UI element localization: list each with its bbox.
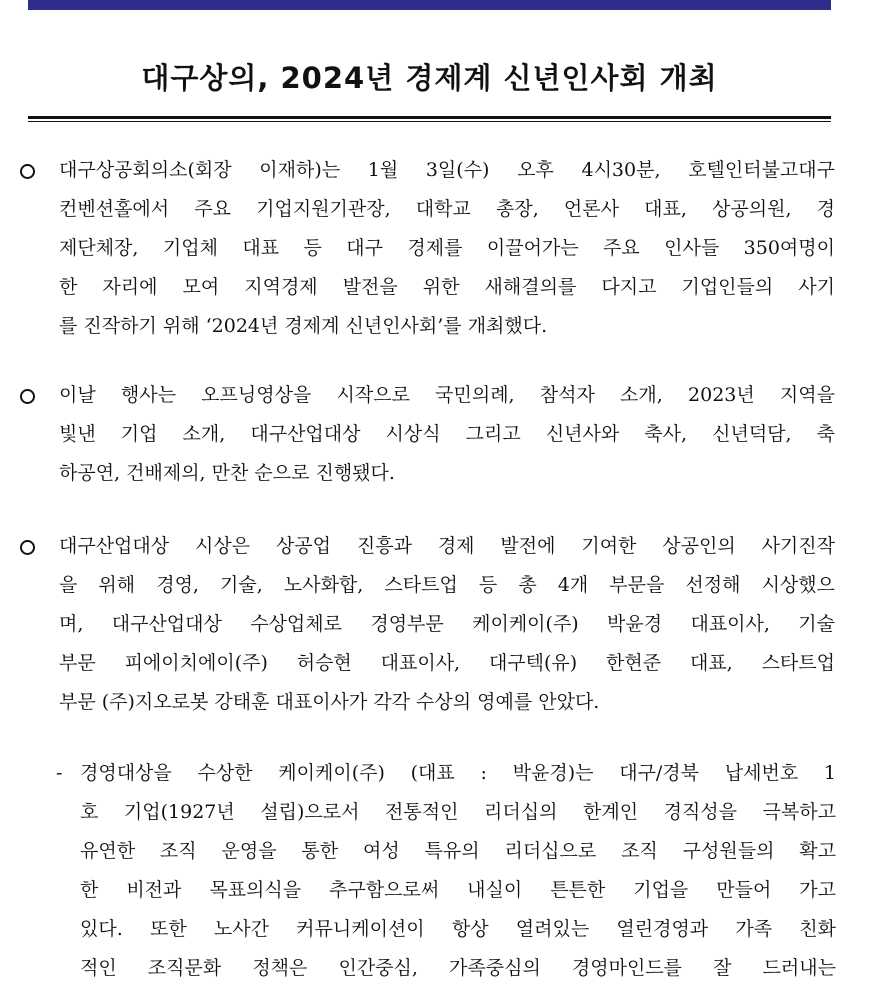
paragraph-line: 호 기업(1927년 설립)으로서 전통적인 리더십의 한계인 경직성을 극복하고 <box>80 801 836 823</box>
header-bar <box>28 0 831 10</box>
paragraph-line: 을 위해 경영, 기술, 노사화합, 스타트업 등 총 4개 부문을 선정해 시상했으 <box>59 574 835 596</box>
paragraph-line: 있다. 또한 노사간 커뮤니케이션이 항상 열려있는 열린경영과 가족 친화 <box>80 918 836 940</box>
paragraph-line: 적인 조직문화 정책은 인간중심, 가족중심의 경영마인드를 잘 드러내는 <box>80 957 836 979</box>
paragraph-line: 며, 대구산업대상 수상업체로 경영부문 케이케이(주) 박윤경 대표이사, 기술 <box>59 613 835 635</box>
paragraph-3 <box>20 533 835 728</box>
paragraph-line: 하공연, 건배제의, 만찬 순으로 진행됐다. <box>59 462 395 484</box>
paragraph-line: 이날 행사는 오프닝영상을 시작으로 국민의례, 참석자 소개, 2023년 지역을 <box>59 384 835 406</box>
paragraph-line: 경영대상을 수상한 케이케이(주) (대표 : 박윤경)는 대구/경북 납세번호 1 <box>80 762 836 784</box>
dash-bullet: - <box>56 762 63 784</box>
paragraph-line: 부문 피에이치에이(주) 허승현 대표이사, 대구텍(유) 한현준 대표, 스타트업 <box>59 652 835 674</box>
paragraph-line: 한 자리에 모여 지역경제 발전을 위한 새해결의를 다지고 기업인들의 사기 <box>59 276 835 298</box>
circle-bullet-icon <box>20 164 35 179</box>
paragraph-1 <box>20 157 835 352</box>
paragraph-line: 를 진작하기 위해 ‘2024년 경제계 신년인사회’를 개최했다. <box>59 315 548 337</box>
paragraph-line: 한 비전과 목표의식을 추구함으로써 내실이 튼튼한 기업을 만들어 가고 <box>80 879 836 901</box>
sub-paragraph <box>56 760 836 994</box>
circle-bullet-icon <box>20 540 35 555</box>
paragraph-2 <box>20 382 835 499</box>
title-rule-thick <box>28 116 831 119</box>
paragraph-line: 컨벤션홀에서 주요 기업지원기관장, 대학교 총장, 언론사 대표, 상공의원, 경 <box>59 198 835 220</box>
paragraph-line: 대구상공회의소(회장 이재하)는 1월 3일(수) 오후 4시30분, 호텔인터불고대구 <box>59 159 835 181</box>
page-title: 대구상의, 2024년 경제계 신년인사회 개최 <box>141 61 718 95</box>
paragraph-line: 유연한 조직 운영을 통한 여성 특유의 리더십으로 조직 구성원들의 확고 <box>80 840 836 862</box>
paragraph-line: 대구산업대상 시상은 상공업 진흥과 경제 발전에 기여한 상공인의 사기진작 <box>59 535 835 557</box>
title-rule-thin <box>28 121 831 122</box>
paragraph-line: 부문 (주)지오로봇 강태훈 대표이사가 각각 수상의 영예를 안았다. <box>59 691 600 713</box>
paragraph-line: 빛낸 기업 소개, 대구산업대상 시상식 그리고 신년사와 축사, 신년덕담, 축 <box>59 423 835 445</box>
paragraph-line: 제단체장, 기업체 대표 등 대구 경제를 이끌어가는 주요 인사들 350여명이 <box>59 237 835 259</box>
circle-bullet-icon <box>20 389 35 404</box>
